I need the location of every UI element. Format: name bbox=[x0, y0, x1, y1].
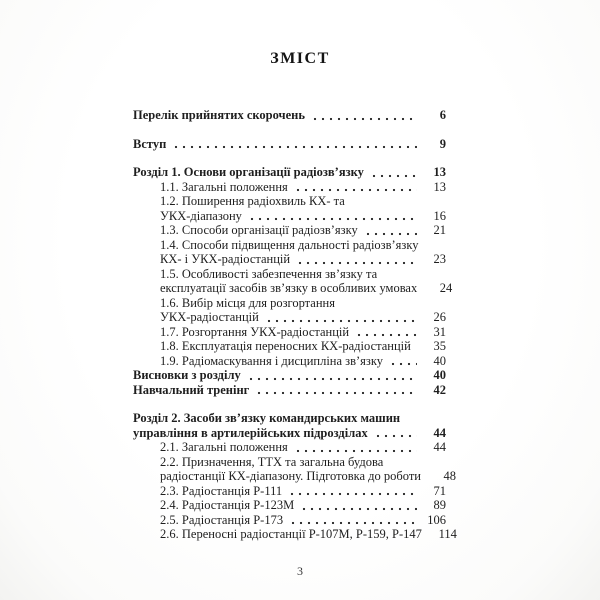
toc-entry-label: Вступ bbox=[133, 136, 167, 151]
toc-entry bbox=[133, 137, 446, 152]
leader-dots bbox=[296, 261, 417, 265]
toc-entry-line bbox=[133, 513, 446, 528]
toc-entry-line bbox=[133, 137, 446, 152]
toc-entry-page-number: 9 bbox=[439, 136, 446, 151]
toc-entry bbox=[133, 266, 453, 296]
toc-entry-line bbox=[133, 411, 446, 426]
toc-entry bbox=[133, 180, 446, 195]
toc-entry-line bbox=[133, 296, 446, 311]
toc-entry bbox=[133, 440, 446, 455]
toc-entry-line bbox=[133, 238, 446, 253]
toc-entry bbox=[133, 411, 446, 440]
toc-entry-line bbox=[133, 108, 446, 123]
toc-entry-page-number: 48 bbox=[443, 469, 456, 483]
leader-dots bbox=[248, 217, 417, 221]
toc-entry-line bbox=[133, 440, 446, 455]
toc-entry-label: 1.3. Способи організації радіозв’язку bbox=[160, 223, 358, 237]
toc-entry-page-number: 42 bbox=[433, 382, 446, 397]
leader-dots bbox=[364, 232, 417, 236]
toc-entry bbox=[133, 513, 446, 528]
toc-entry-line bbox=[133, 469, 456, 484]
toc-entry-line bbox=[133, 498, 446, 513]
toc-entry-line bbox=[133, 209, 446, 224]
toc-entry-line bbox=[133, 180, 446, 195]
leader-dots bbox=[288, 492, 417, 496]
toc-entry-page-number: 44 bbox=[433, 440, 446, 454]
toc-entry-label: 2.2. Призначення, ТТХ та загальна будова bbox=[160, 454, 384, 469]
leader-dots bbox=[255, 391, 417, 395]
toc-entry-label: 1.4. Способи підвищення дальності радіозв’язку bbox=[160, 237, 419, 252]
toc-entry-label: 2.5. Радіостанція Р-173 bbox=[160, 512, 284, 527]
toc-entry-line bbox=[133, 484, 446, 499]
toc-entry-page-number: 21 bbox=[433, 223, 446, 237]
toc-entry-page-number: 23 bbox=[433, 252, 446, 266]
toc-entry bbox=[133, 108, 446, 123]
toc-entry-line bbox=[133, 165, 446, 180]
toc-entry bbox=[133, 339, 446, 354]
toc-entry-label: УКХ-радіостанцій bbox=[160, 310, 259, 324]
toc-entry-line bbox=[133, 194, 446, 209]
toc-entry-label: Розділ 1. Основи організації радіозв’язку bbox=[133, 165, 364, 179]
toc-entry-label: Висновки з розділу bbox=[133, 368, 241, 382]
toc-entry-label: КХ- і УКХ-радіостанцій bbox=[160, 252, 291, 266]
toc-entry-page-number: 40 bbox=[433, 353, 446, 368]
toc-entry-page-number: 106 bbox=[427, 512, 446, 527]
toc-entry-line bbox=[133, 339, 446, 354]
toc-entry-line bbox=[133, 368, 446, 383]
toc-entry-page-number: 44 bbox=[433, 425, 446, 440]
leader-dots bbox=[247, 377, 417, 381]
toc-entry-line bbox=[133, 223, 446, 238]
toc-entry bbox=[133, 527, 457, 542]
toc-entry-line bbox=[133, 383, 446, 398]
toc-entry-line bbox=[133, 325, 446, 340]
toc-entry-page-number: 13 bbox=[433, 179, 446, 194]
toc-entry-label: 1.5. Особливості забезпечення зв’язку та bbox=[160, 266, 378, 281]
toc-entry bbox=[133, 238, 446, 267]
leader-dots bbox=[289, 521, 417, 525]
toc-entry-label: 2.6. Переносні радіостанції Р-107М, Р-159, Р-147 bbox=[160, 527, 422, 541]
toc-entry-page-number: 24 bbox=[439, 281, 453, 295]
toc-entry bbox=[133, 498, 446, 513]
leader-dots bbox=[374, 434, 417, 438]
toc-entry-label: 1.8. Експлуатація переносних КХ-радіостанцій bbox=[160, 339, 411, 353]
toc-entry-label: Перелік прийнятих скорочень bbox=[133, 108, 305, 122]
toc-entry-label: 1.7. Розгортання УКХ-радіостанцій bbox=[160, 324, 350, 339]
toc-entry-page-number: 114 bbox=[438, 527, 457, 541]
footer-page-number: 3 bbox=[297, 564, 303, 578]
toc-entry-page-number: 89 bbox=[433, 498, 446, 512]
toc-entry bbox=[133, 165, 446, 180]
leader-dots bbox=[389, 362, 417, 366]
toc-entry-line bbox=[133, 281, 453, 296]
leader-dots bbox=[294, 188, 417, 192]
toc-entry-label: Навчальний тренінг bbox=[133, 382, 250, 397]
toc-entry bbox=[133, 223, 446, 238]
leader-dots bbox=[300, 507, 417, 511]
toc-entry-line bbox=[133, 527, 457, 542]
toc-entry-label: радіостанції КХ-діапазону. Підготовка до роботи bbox=[160, 469, 421, 483]
leader-dots bbox=[311, 117, 417, 121]
toc-entry-label: 1.1. Загальні положення bbox=[160, 179, 288, 194]
leader-dots bbox=[294, 449, 417, 453]
toc-entry-line bbox=[133, 354, 446, 369]
toc-entry bbox=[133, 325, 446, 340]
toc-entry-page-number: 31 bbox=[433, 324, 446, 339]
toc-entry-label: 2.4. Радіостанція Р-123М bbox=[160, 498, 295, 512]
toc-entry-page-number: 26 bbox=[433, 310, 446, 324]
toc-entry-page-number: 13 bbox=[433, 165, 446, 179]
toc-entry-label: 1.9. Радіомаскування і дисципліна зв’язку bbox=[160, 353, 383, 368]
table-of-contents bbox=[133, 108, 457, 542]
toc-entry-line bbox=[133, 267, 446, 282]
toc-entry-label: експлуатації засобів зв’язку в особливих умовах bbox=[160, 281, 418, 295]
toc-entry bbox=[133, 454, 456, 484]
toc-entry-page-number: 40 bbox=[433, 368, 446, 382]
toc-entry bbox=[133, 484, 446, 499]
toc-entry-label: 2.3. Радіостанція Р-111 bbox=[160, 483, 283, 498]
leader-dots bbox=[370, 174, 417, 178]
toc-entry bbox=[133, 296, 446, 325]
toc-entry bbox=[133, 194, 446, 223]
toc-entry-line bbox=[133, 310, 446, 325]
toc-entry-label: 2.1. Загальні положення bbox=[160, 440, 288, 454]
leader-dots bbox=[265, 319, 417, 323]
toc-entry-line bbox=[133, 252, 446, 267]
toc-entry-page-number: 35 bbox=[433, 339, 446, 353]
leader-dots bbox=[355, 333, 417, 337]
toc-entry-page-number: 6 bbox=[439, 108, 446, 122]
toc-entry-line bbox=[133, 426, 446, 441]
toc-entry-page-number: 71 bbox=[433, 483, 446, 498]
page-title: ЗМІСТ bbox=[270, 50, 330, 67]
toc-entry-label: УКХ-діапазону bbox=[160, 208, 242, 223]
toc-entry bbox=[133, 383, 446, 398]
leader-dots bbox=[172, 145, 417, 149]
toc-entry-label: 1.2. Поширення радіохвиль КХ- та bbox=[160, 194, 345, 208]
toc-entry-line bbox=[133, 455, 446, 470]
toc-entry bbox=[133, 354, 446, 369]
toc-entry bbox=[133, 368, 446, 383]
toc-entry-label: управління в артилерійських підрозділах bbox=[133, 425, 368, 440]
toc-entry-page-number: 16 bbox=[433, 208, 446, 223]
toc-entry-label: 1.6. Вибір місця для розгортання bbox=[160, 295, 335, 310]
toc-entry-label: Розділ 2. Засоби зв’язку командирських машин bbox=[133, 411, 401, 425]
